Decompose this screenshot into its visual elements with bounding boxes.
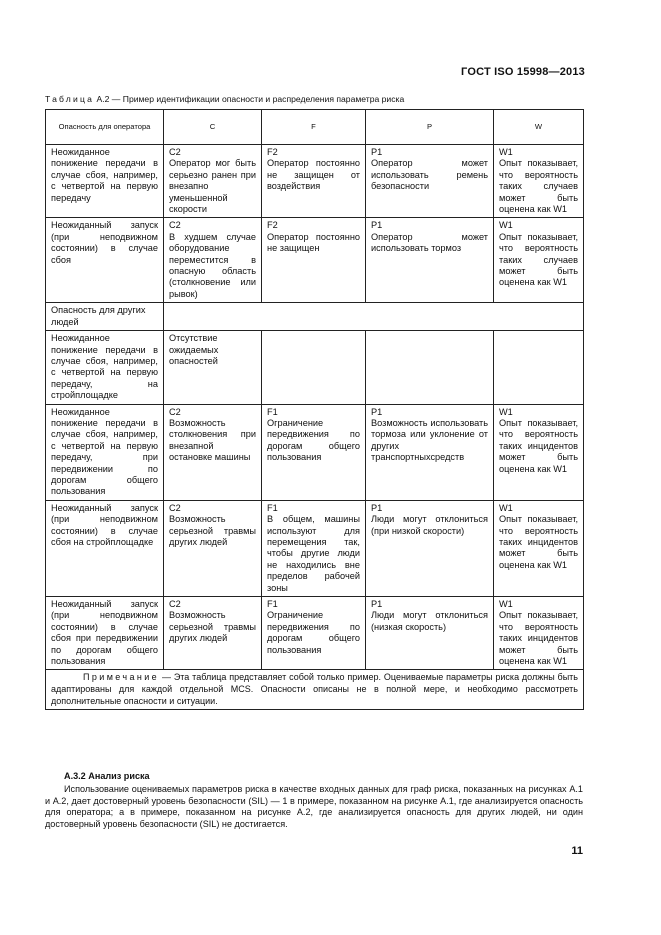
table-cell: [262, 331, 366, 404]
cell-text: Опыт показывает, что вероятность таких случаев может быть оценена как W1: [499, 158, 578, 215]
cell-text: Возможность серьезной травмы других людей: [169, 514, 256, 547]
table-row: [46, 597, 584, 670]
table-row: [46, 218, 584, 303]
table-cell: [366, 218, 494, 303]
table-row: [46, 404, 584, 500]
table-cell: [494, 331, 584, 404]
section-title: А.3.2 Анализ риска: [64, 771, 150, 781]
table-caption: [45, 94, 404, 104]
page-number: 11: [571, 845, 583, 857]
others-section-row: [46, 303, 584, 331]
table-cell: [262, 145, 366, 218]
table-cell: [366, 331, 494, 404]
parameter-code: C2: [169, 599, 181, 610]
table-cell: [164, 500, 262, 596]
table-cell: [494, 404, 584, 500]
parameter-code: F2: [267, 147, 278, 157]
others-section-label: Опасность для других людей: [46, 303, 164, 331]
parameter-code: C2: [169, 502, 181, 513]
table-row: [46, 500, 584, 596]
header-c: C: [164, 110, 262, 145]
table-cell: [262, 597, 366, 670]
table-cell: [366, 404, 494, 500]
table-cell: Неожиданное понижение передачи в случае сбоя, например, с четвертой на первую передачу, на стройплощадке: [46, 331, 164, 404]
table-cell: [494, 218, 584, 303]
others-section-filler: [164, 303, 584, 331]
table-cell: [164, 597, 262, 670]
table-cell: [494, 500, 584, 596]
parameter-code: P1: [371, 406, 383, 417]
table-cell: [164, 145, 262, 218]
parameter-code: P1: [371, 220, 383, 231]
cell-text: В худшем случае оборудование переместится в опасную область (столкновение или рывок): [169, 231, 256, 299]
cell-text: Оператор может использовать ремень безопасности: [371, 158, 488, 192]
parameter-code: W1: [499, 406, 513, 417]
cell-text: Оператор постоянно не защищен от воздействия: [267, 158, 360, 192]
cell-text: Люди могут отклониться (низкая скорость): [371, 610, 488, 632]
parameter-code: F2: [267, 220, 278, 231]
cell-text: Ограничение передвижения по дорогам общего пользования: [267, 417, 360, 463]
table-cell: [164, 404, 262, 500]
cell-text: Опыт показывает, что вероятность таких инцидентов может быть оценена как W1: [499, 610, 578, 667]
parameter-code: W1: [499, 502, 513, 513]
parameter-code: F1: [267, 599, 278, 610]
table-note: [46, 670, 584, 710]
cell-text: В общем, машины используют для перемещения так, чтобы другие люди не находились вне пределов рабочей зоны: [267, 514, 360, 593]
parameter-code: F1: [267, 502, 278, 513]
parameter-code: P1: [371, 147, 383, 157]
header-hazard: Опасность для оператора: [46, 110, 164, 145]
cell-text: Ограничение передвижения по дорогам общего пользования: [267, 610, 360, 655]
cell-text: Люди могут отклониться (при низкой скорости): [371, 514, 488, 536]
table-row: [46, 145, 584, 218]
table-cell: [494, 597, 584, 670]
risk-table: [45, 109, 584, 710]
cell-text: Оператор мог быть серьезно ранен при внезапно уменьшенной скорости: [169, 158, 256, 215]
cell-text: Возможность использовать тормоза или уклонение от других транспортныхсредств: [371, 417, 488, 463]
table-cell: [366, 597, 494, 670]
table-cell: Неожиданный запуск (при неподвижном состоянии) в случае сбоя на стройплощадке: [46, 500, 164, 596]
table-cell: [366, 500, 494, 596]
table-cell: [262, 404, 366, 500]
cell-text: Возможность столкновения при внезапной остановке машины: [169, 417, 256, 463]
parameter-code: W1: [499, 147, 513, 157]
parameter-code: P1: [371, 599, 383, 610]
table-caption-text: А.2 — Пример идентификации опасности и распределения параметра риска: [94, 94, 405, 104]
parameter-code: P1: [371, 502, 383, 513]
cell-text: Опыт показывает, что вероятность таких инцидентов может быть оценена как W1: [499, 514, 578, 570]
risk-analysis-section: [45, 771, 583, 831]
parameter-code: C2: [169, 220, 181, 231]
table-note-row: [46, 670, 584, 710]
header-p: P: [366, 110, 494, 145]
table-cell: [262, 218, 366, 303]
table-cell: [164, 331, 262, 404]
cell-text: Возможность серьезной травмы других людей: [169, 610, 256, 644]
header-w: W: [494, 110, 584, 145]
parameter-code: W1: [499, 220, 513, 231]
note-text: — Эта таблица представляет собой только пример. Оцениваемые параметры риска должны быть адаптированы для каждой отдельной MCS. Опасности описаны не в полной мере, и необходимо рассмотреть дополнительные опасности и ситуации.: [51, 672, 578, 706]
table-cell: [494, 145, 584, 218]
cell-text: Оператор постоянно не защищен: [267, 231, 360, 254]
parameter-code: C2: [169, 406, 181, 417]
note-label: Примечание: [83, 672, 160, 683]
parameter-code: Отсутствие ожидаемых опасностей: [169, 333, 219, 366]
table-header-row: [46, 110, 584, 145]
section-body: Использование оцениваемых параметров риска в качестве входных данных для граф риска, показанных на рисунках А.1 и А.2, дает достоверный уровень безопасности (SIL) — 1 в примере, показанном на рисунке А.1, где анализируется опасность для оператора; а в примере, показанном на рисунке А.2, где анализируется опасность для других людей, ни один достоверный уровень безопасности (SIL) не достигается.: [45, 783, 583, 830]
parameter-code: F1: [267, 406, 278, 417]
cell-text: Опыт показывает, что вероятность таких случаев может быть оценена как W1: [499, 231, 578, 288]
header-f: F: [262, 110, 366, 145]
cell-text: Оператор может использовать тормоз: [371, 231, 488, 254]
table-cell: [262, 500, 366, 596]
table-caption-prefix: Таблица: [45, 94, 95, 104]
table-row: [46, 331, 584, 404]
parameter-code: C2: [169, 147, 181, 157]
table-cell: [164, 218, 262, 303]
table-cell: [366, 145, 494, 218]
table-cell: Неожиданный запуск (при неподвижном состоянии) в случае сбоя: [46, 218, 164, 303]
cell-text: Опыт показывает, что вероятность таких инцидентов может быть оценена как W1: [499, 417, 578, 474]
parameter-code: W1: [499, 599, 513, 610]
table-cell: Неожиданное понижение передачи в случае сбоя, например, с четвертой на первую передачу, при передвижении по дорогам общего пользования: [46, 404, 164, 500]
table-cell: Неожиданное понижение передачи в случае сбоя, например, с четвертой на первую передачу: [46, 145, 164, 218]
table-cell: Неожиданный запуск (при неподвижном состоянии) в случае сбоя при передвижении по дорогам общего пользования: [46, 597, 164, 670]
document-header: ГОСТ ISO 15998—2013: [461, 66, 585, 78]
